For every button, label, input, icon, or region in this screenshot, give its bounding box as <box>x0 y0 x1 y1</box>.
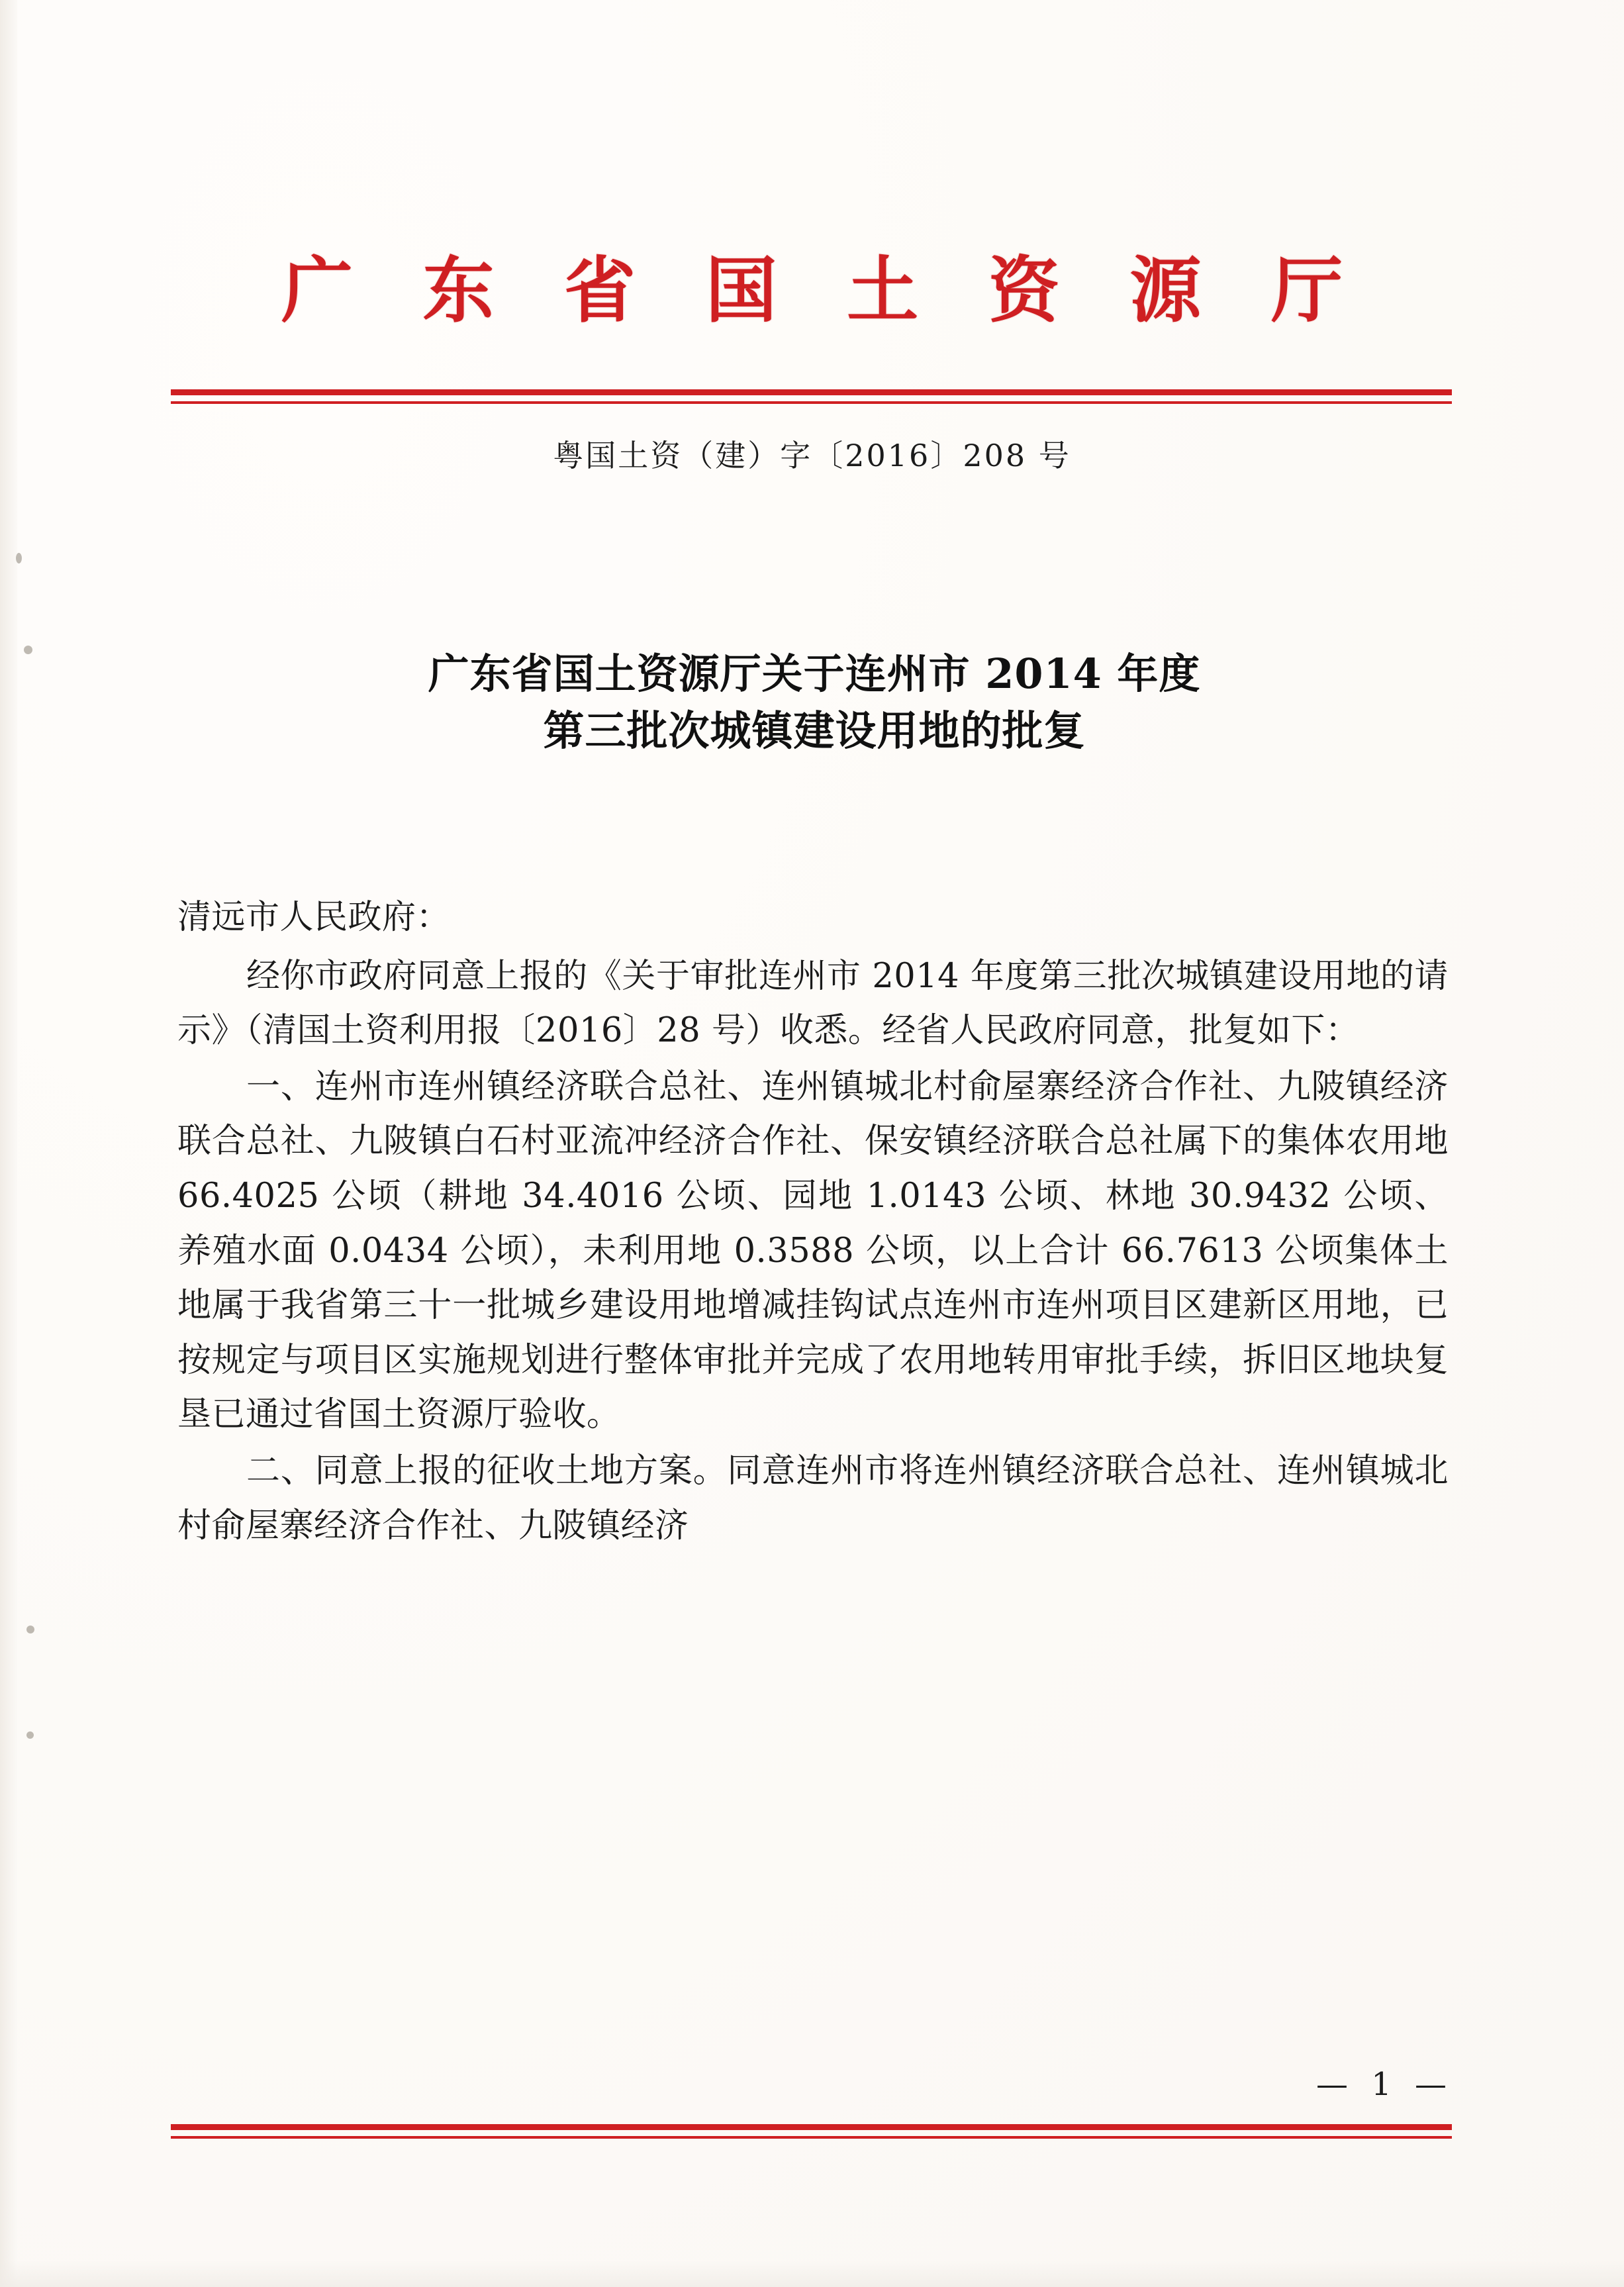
body-paragraph-1: 经你市政府同意上报的《关于审批连州市 2014 年度第三批次城镇建设用地的请示》（清国土资利用报〔2016〕28 号）收悉。经省人民政府同意，批复如下： <box>177 956 1449 1051</box>
footer-divider-thick-line <box>171 2124 1452 2130</box>
footer-divider-gap <box>171 2130 1452 2136</box>
page-number: — 1 — <box>1315 2066 1453 2103</box>
document-body <box>177 891 1449 1553</box>
letterhead-divider <box>171 389 1452 404</box>
divider-gap <box>171 395 1452 401</box>
footer-divider <box>171 2124 1452 2139</box>
page-title-line-2: 第三批次城镇建设用地的批复 <box>543 706 1086 755</box>
scan-speck <box>24 646 32 654</box>
letterhead <box>0 249 1624 332</box>
divider-thin-line <box>171 401 1452 404</box>
scan-speck <box>26 1626 34 1633</box>
issuing-organization-title: 广 东 省 国 土 资 源 厅 <box>281 249 1366 332</box>
body-paragraph-3: 二、同意上报的征收土地方案。同意连州市将连州镇经济联合总社、连州镇城北村俞屋寨经济合作社、九陂镇经济 <box>177 1451 1449 1545</box>
scan-speck <box>26 1731 34 1739</box>
page-title-line-1: 广东省国土资源厅关于连州市 2014 年度 <box>428 650 1201 698</box>
scan-edge-left <box>0 0 17 2287</box>
divider-thick-line <box>171 389 1452 395</box>
body-paragraph-2: 一、连州市连州镇经济联合总社、连州镇城北村俞屋寨经济合作社、九陂镇经济联合总社、九陂镇白石村亚流冲经济合作社、保安镇经济联合总社属下的集体农用地 66.4025 公顷（耕地 34.4016 公顷、园地 1.0143 公顷、林地 30.9432 公顷、养殖水面 0.0434 公顷），未利用地 0.3588 公顷，以上合计 66.7613 公顷集体土地属于我省第三十一批城乡建设用地增减挂钩试点连州市连州项目区建新区用地，已按规定与项目区实施规划进行整体审批并完成了农用地转用审批手续，拆旧区地块复垦已通过省国土资源厅验收。 <box>177 1067 1449 1435</box>
footer-divider-thin-line <box>171 2136 1452 2139</box>
document-number: 粤国土资（建）字〔2016〕208 号 <box>553 438 1071 473</box>
scan-edge-bottom <box>0 2261 1624 2287</box>
scan-speck <box>16 553 22 563</box>
salutation: 清远市人民政府： <box>177 898 451 937</box>
page-title <box>199 646 1430 759</box>
